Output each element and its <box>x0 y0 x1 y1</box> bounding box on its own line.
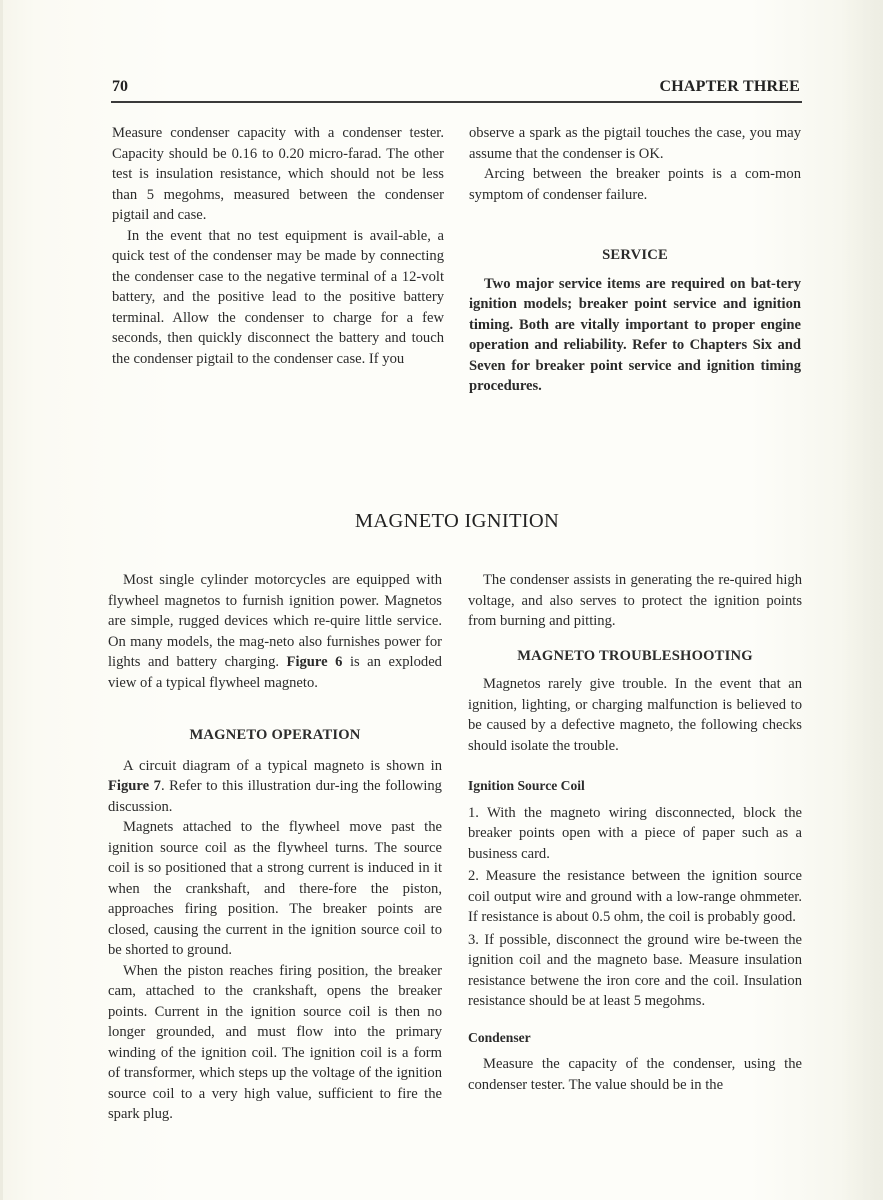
page-left-edge <box>0 0 3 1200</box>
quick-test-paragraph: In the event that no test equipment is avail-able, a quick test of the condenser may be made by connecting the condenser case to the negative terminal of a 12-volt battery, and the positive lead to the positive battery terminal. Allow the condenser to charge for a few seconds, then quickly disconnect the battery and touch the condenser pigtail to the condenser case. If you <box>112 227 444 367</box>
ignition-source-coil-heading: Ignition Source Coil <box>468 778 585 793</box>
spark-paragraph: observe a spark as the pigtail touches the case, you may assume that the condenser is OK. <box>469 125 801 162</box>
header-rule <box>111 101 802 103</box>
condenser-test-paragraph: Measure condenser capacity with a condenser tester. Capacity should be 0.16 to 0.20 micro-farad. The other test is insulation resistance, which should not be less than 5 megohms, measured between the condenser pigtail and case. <box>112 125 444 223</box>
condenser-role-paragraph: The condenser assists in generating the re-quired high voltage, and also serves to protect the ignition points from burning and pitting. <box>468 572 802 629</box>
bottom-right-column <box>468 570 802 1095</box>
step-2: 2. Measure the resistance between the ignition source coil output wire and ground with a low-range ohmmeter. If resistance is about 0.5 ohm, the coil is probably good. <box>468 868 802 925</box>
bottom-left-column <box>108 570 442 1125</box>
condenser-capacity-paragraph: Measure the capacity of the condenser, using the condenser tester. The value should be in the <box>468 1056 802 1093</box>
top-right-column <box>469 123 801 397</box>
magneto-troubleshooting-heading: MAGNETO TROUBLESHOOTING <box>517 647 753 664</box>
firing-position-paragraph: When the piston reaches firing position, the breaker cam, attached to the crankshaft, opens the breaker points. Current in the ignition source coil is then no longer grounded, and must flow into the primary winding of the ignition coil. The ignition coil is a form of transformer, which steps up the voltage of the ignition source coil to a very high value, sufficient to fire the spark plug. <box>108 962 442 1122</box>
chapter-title: CHAPTER THREE <box>659 78 800 95</box>
section-title: MAGNETO IGNITION <box>354 510 560 532</box>
condenser-heading: Condenser <box>468 1029 531 1045</box>
circuit-diagram-paragraph <box>108 756 442 818</box>
magneto-operation-heading: MAGNETO OPERATION <box>189 727 361 743</box>
running-header <box>112 78 800 100</box>
figure-6-reference: Figure 6 <box>286 654 343 670</box>
intro-text: Most single cylinder motorcycles are equipped with flywheel magnetos to furnish ignition power. Magnetos are simple, rugged devices which re-quire little service. On many models, the mag-neto also furnishes power for lights and battery charging. <box>108 572 442 670</box>
page-right-shadow <box>841 0 883 1200</box>
intro-text-after: is an exploded view of a typical flywheel magneto. <box>108 654 442 691</box>
figure-7-reference: Figure 7 <box>108 778 161 794</box>
step-1: 1. With the magneto wiring disconnected, block the breaker points open with a piece of paper such as a business card. <box>468 804 802 862</box>
service-paragraph: Two major service items are required on bat-tery ignition models; breaker point service and ignition timing. Both are vitally important to proper engine operation and reliability. Refer to Chapters Six and Seven for breaker point service and ignition timing procedures. <box>469 275 801 394</box>
magneto-intro-paragraph <box>108 570 442 693</box>
step-3: 3. If possible, disconnect the ground wire be-tween the ignition coil and the magneto base. Measure insulation resistance betwene the iron core and the coil. Insulation resistance should be at least 5 megohms. <box>468 931 802 1009</box>
service-heading: SERVICE <box>602 247 668 263</box>
top-left-column <box>112 123 444 369</box>
page-number: 70 <box>112 78 128 95</box>
op1-text-after: . Refer to this illustration dur-ing the following discussion. <box>108 778 442 815</box>
op1-text: A circuit diagram of a typical magneto is shown in <box>123 757 442 774</box>
arcing-paragraph: Arcing between the breaker points is a com-mon symptom of condenser failure. <box>469 166 801 203</box>
troubleshooting-paragraph: Magnetos rarely give trouble. In the event that an ignition, lighting, or charging malfunction is believed to be caused by a defective magneto, the following checks should isolate the trouble. <box>468 676 802 754</box>
magnets-paragraph: Magnets attached to the flywheel move past the ignition source coil as the flywheel turns. The source coil is so positioned that a strong current is induced in it when the crankshaft, and there-fore the piston, approaches firing position. The breaker points are closed, causing the current in the ignition source coil to be shorted to ground. <box>108 819 442 958</box>
